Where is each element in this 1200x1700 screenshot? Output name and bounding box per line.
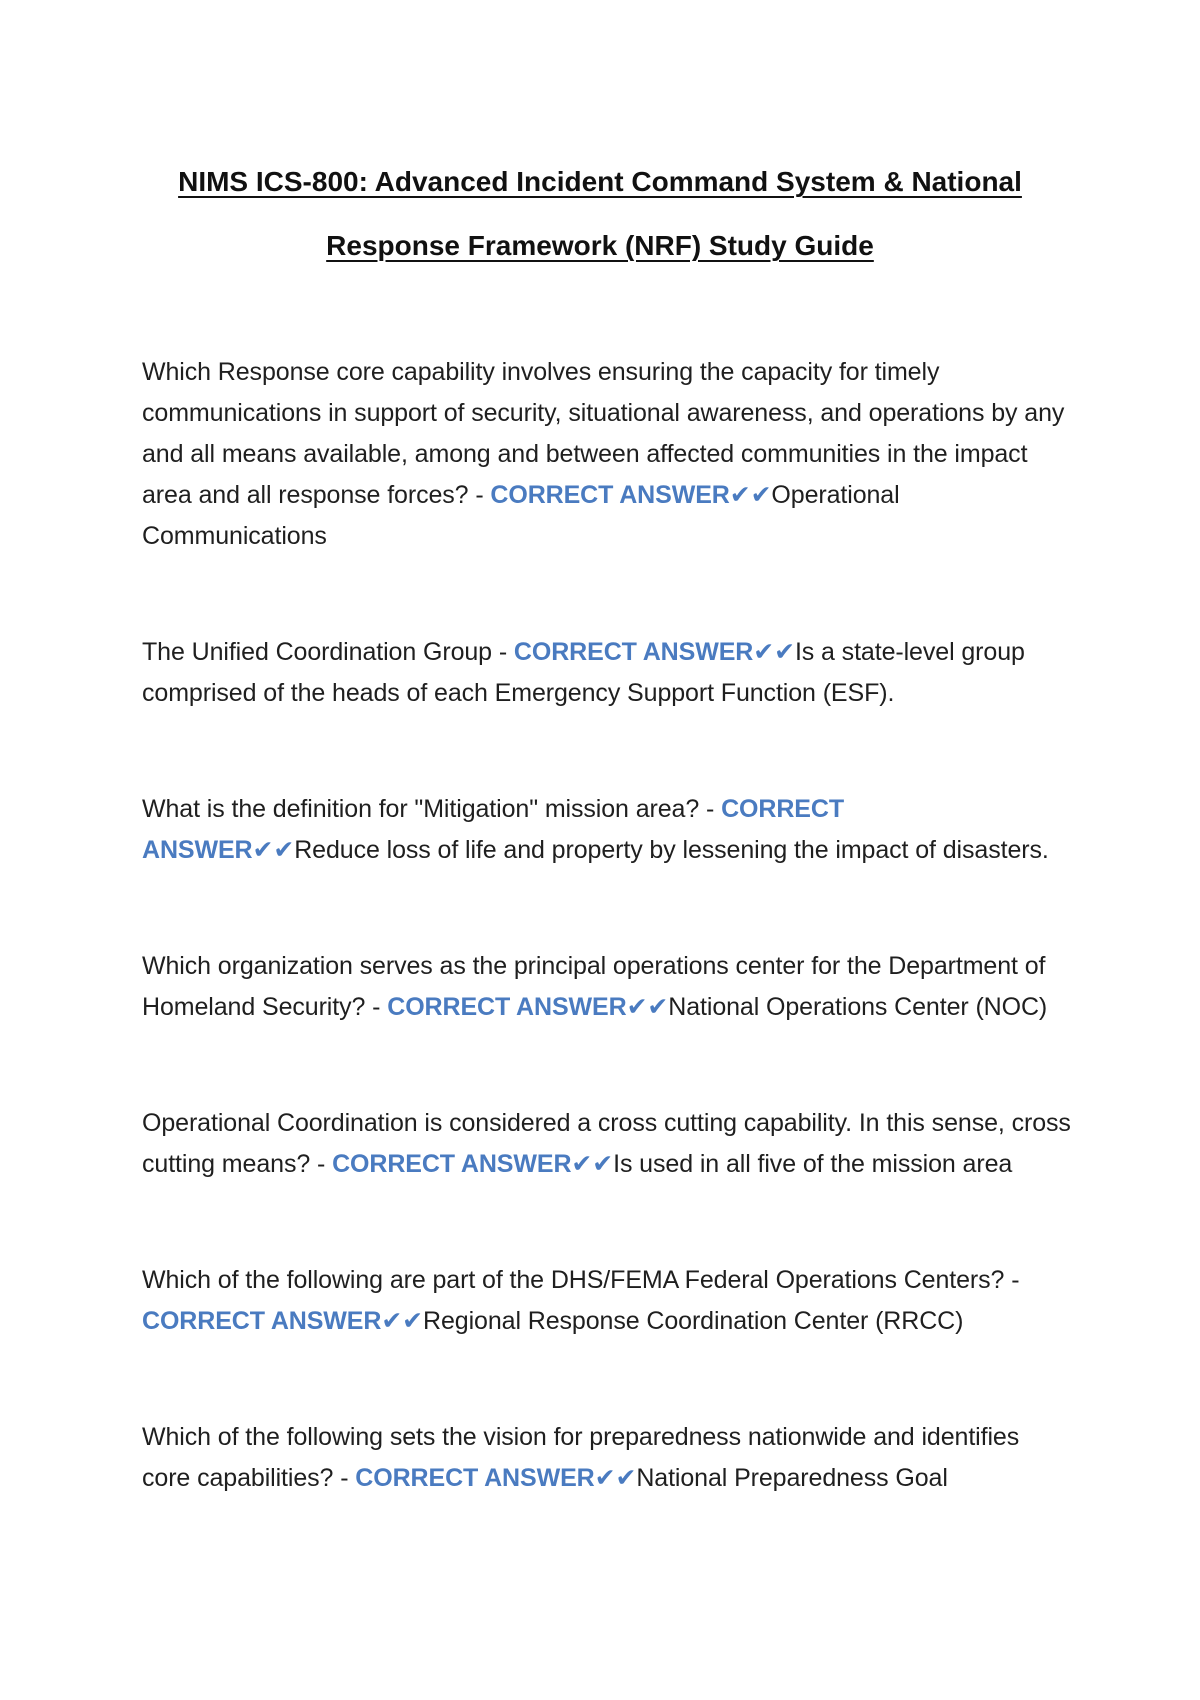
title-line-1: NIMS ICS-800: Advanced Incident Command System & National — [178, 166, 1022, 197]
document-title — [140, 150, 1060, 278]
answer-text: National Preparedness Goal — [636, 1464, 948, 1492]
question-text: Operational Coordination is considered a cross cutting capability. In this sense, cross cutting means? - — [142, 1109, 1071, 1178]
correct-answer-tag: CORRECT ANSWER✔✔ — [142, 1307, 424, 1335]
question-text: Which of the following are part of the DHS/FEMA Federal Operations Centers? - — [142, 1266, 1020, 1294]
answer-text: Regional Response Coordination Center (RRCC) — [423, 1307, 964, 1335]
question-text: Which Response core capability involves ensuring the capacity for timely communications in support of security, situational awareness, and operations by any and all means available, among and between affected communities in the impact area and all response forces? - — [142, 358, 1065, 509]
qa-item — [142, 1260, 1072, 1342]
correct-answer-tag: CORRECT ANSWER✔✔ — [490, 481, 772, 509]
qa-item — [142, 632, 1072, 714]
qa-item — [142, 946, 1072, 1028]
correct-answer-tag: CORRECT ANSWER✔✔ — [513, 638, 795, 666]
answer-text: Reduce loss of life and property by lessening the impact of disasters. — [294, 836, 1049, 864]
correct-answer-tag: CORRECT ANSWER✔✔ — [387, 993, 669, 1021]
qa-list — [142, 352, 1072, 1574]
correct-answer-tag: CORRECT ANSWER✔✔ — [332, 1150, 614, 1178]
qa-item — [142, 1103, 1072, 1185]
question-text: Which organization serves as the principal operations center for the Department of Homeland Security? - — [142, 952, 1046, 1021]
correct-answer-tag: CORRECT ANSWER✔✔ — [355, 1464, 637, 1492]
qa-item — [142, 1417, 1072, 1499]
question-text: Which of the following sets the vision for preparedness nationwide and identifies core capabilities? - — [142, 1423, 1020, 1492]
answer-text: National Operations Center (NOC) — [668, 993, 1048, 1021]
answer-text: Is a state-level group comprised of the heads of each Emergency Support Function (ESF). — [142, 638, 1025, 707]
qa-item — [142, 352, 1072, 557]
question-text: The Unified Coordination Group - — [142, 638, 514, 666]
question-text: What is the definition for "Mitigation" mission area? - — [142, 795, 722, 823]
answer-text: Is used in all five of the mission area — [613, 1150, 1013, 1178]
qa-item — [142, 789, 1072, 871]
title-line-2: Response Framework (NRF) Study Guide — [326, 230, 874, 261]
correct-answer-tag: CORRECT ANSWER✔✔ — [142, 795, 844, 864]
answer-text: Operational Communications — [142, 481, 900, 550]
